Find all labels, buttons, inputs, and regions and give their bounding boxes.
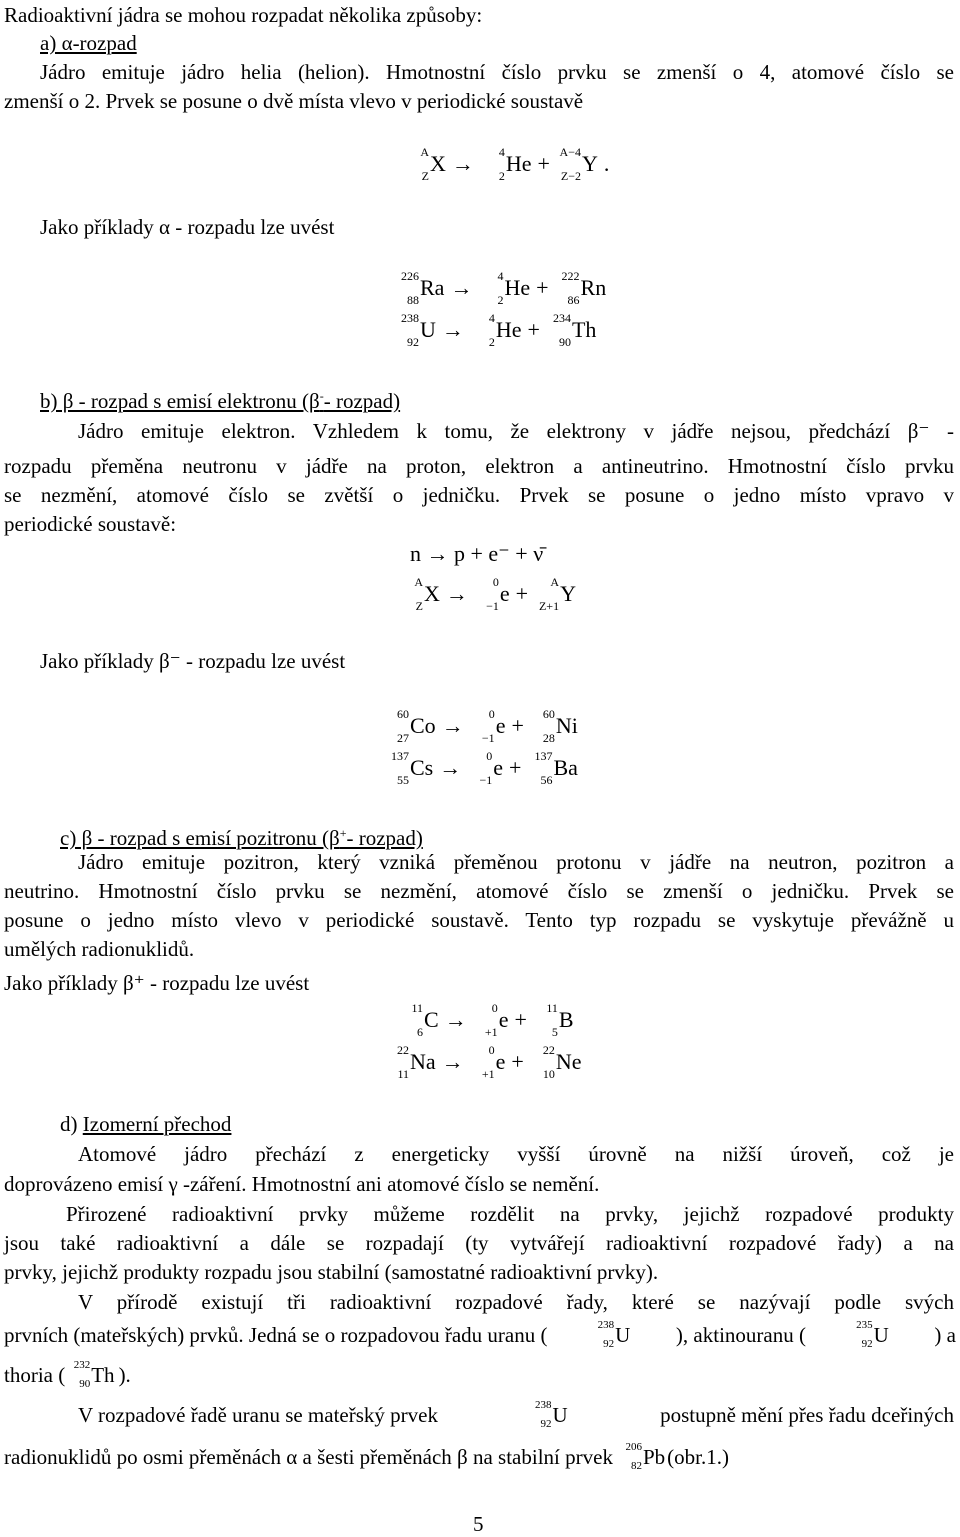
uranium-text: V rozpadové řadě uranu se mateřský prvek — [78, 1403, 438, 1428]
nuclide-u235 — [852, 1320, 889, 1350]
mass-number: 234 — [552, 311, 571, 325]
atomic-number: Z — [415, 599, 423, 613]
uranium-text: radionuklidů po osmi přeměnách α a šesti přeměnách β na stabilní prvek — [4, 1445, 613, 1470]
element-symbol: U — [615, 1323, 631, 1348]
nuclide-u238-b — [530, 1400, 567, 1430]
paragraph-uranium-line — [4, 1442, 729, 1472]
daughter-nuclide — [527, 748, 577, 788]
section-c-title-end: - rozpad) — [346, 826, 423, 850]
section-c-paragraph-line: umělých radionuklidů. — [4, 937, 195, 961]
plus-sign: + — [537, 151, 550, 176]
section-d-paragraph-line: Atomové jádro přechází z energeticky vyšší úrovně na nižší úroveň, což je — [78, 1142, 954, 1166]
mass-number: 0 — [486, 749, 493, 763]
mass-number: A — [550, 575, 560, 589]
mass-number: 222 — [561, 269, 580, 283]
atomic-number: 88 — [407, 293, 419, 307]
element-symbol: Rn — [580, 275, 607, 300]
atomic-number: Z — [421, 169, 429, 183]
element-symbol: Co — [410, 713, 436, 738]
period: . — [603, 151, 610, 176]
mass-number: 0 — [488, 707, 495, 721]
element-symbol: U — [873, 1323, 889, 1348]
parent-nuclide — [384, 748, 433, 788]
atomic-number: Z+1 — [538, 599, 560, 613]
equation-cesium — [384, 748, 578, 792]
daughter-nuclide — [530, 706, 578, 746]
section-c-paragraph-line: posune o jedno místo vlevo v periodické soustavě. Tento typ rozpadu se vyskytuje převážně u — [4, 908, 954, 932]
section-d-prefix: d) — [60, 1112, 83, 1136]
paragraph-natural-line: jsou také radioaktivní a dále se rozpadají (ty vytvářejí radioaktivní rozpadové řady) a na — [4, 1231, 954, 1255]
section-b-paragraph-line: Jádro emituje elektron. Vzhledem k tomu, že elektrony v jádře nejsou, předchází β⁻ - — [78, 419, 954, 443]
mass-number: A — [414, 575, 423, 589]
element-symbol: X — [430, 151, 446, 176]
element-symbol: Ne — [555, 1049, 582, 1074]
atomic-number: 82 — [630, 1460, 642, 1473]
mass-number: 232 — [73, 1359, 91, 1372]
equation-radium — [394, 268, 606, 312]
mass-number: 11 — [546, 1001, 558, 1015]
element-symbol: e — [493, 755, 504, 780]
mass-number: 0 — [491, 1001, 498, 1015]
atomic-number: −1 — [479, 773, 493, 787]
emitted-particle — [480, 144, 532, 184]
emitted-particle — [473, 1000, 509, 1040]
atomic-number: 2 — [488, 335, 495, 349]
parent-nuclide — [384, 706, 436, 746]
nuclide-th232 — [69, 1360, 114, 1390]
mass-number: A−4 — [559, 145, 581, 159]
daughter-nuclide — [556, 144, 598, 184]
mass-number: 0 — [492, 575, 499, 589]
plus-sign: + — [527, 317, 540, 342]
paragraph-natural-line: Přirozené radioaktivní prvky můžeme rozdělit na prvky, jejichž rozpadové produkty — [66, 1202, 954, 1226]
parent-nuclide — [394, 268, 444, 308]
atomic-number: −1 — [481, 731, 495, 745]
atomic-number: 92 — [540, 1418, 552, 1431]
series-text: ), aktinouranu ( — [675, 1323, 806, 1348]
mass-number: 137 — [391, 749, 409, 763]
section-c-paragraph-line: Jádro emituje pozitron, který vzniká přeměnou protonu v jádře na neutron, pozitron a — [78, 850, 954, 874]
nuclide-u238 — [593, 1320, 630, 1350]
daughter-nuclide — [534, 574, 576, 614]
atomic-number: +1 — [484, 1025, 498, 1039]
daughter-nuclide — [546, 310, 596, 350]
intro-line: Radioaktivní jádra se mohou rozpadat několika způsoby: — [4, 3, 483, 27]
equation-sodium — [384, 1042, 582, 1086]
mass-number: 206 — [625, 1441, 642, 1454]
series-text: thoria ( — [4, 1363, 66, 1388]
mass-number: 4 — [497, 269, 504, 283]
element-symbol: Ni — [555, 713, 578, 738]
uranium-text: postupně mění přes řadu dceřiných — [660, 1403, 954, 1428]
parent-nuclide — [384, 1042, 436, 1082]
element-symbol: Ba — [553, 755, 578, 780]
element-symbol: Ra — [420, 275, 445, 300]
mass-number: 137 — [534, 749, 553, 763]
mass-number: 22 — [397, 1043, 409, 1057]
arrow-icon: → — [441, 713, 464, 738]
daughter-nuclide — [533, 1000, 574, 1040]
atomic-number: 2 — [497, 293, 504, 307]
atomic-number: 90 — [79, 1378, 91, 1391]
section-c-title: c) β - rozpad s emisí pozitronu (β — [60, 826, 340, 850]
atomic-number: 5 — [551, 1025, 558, 1039]
mass-number: 4 — [488, 311, 495, 325]
mass-number: 235 — [856, 1319, 873, 1332]
atomic-number: 55 — [397, 773, 409, 787]
parent-nuclide — [398, 574, 440, 614]
mass-number: 226 — [401, 269, 419, 283]
element-symbol: X — [424, 581, 440, 606]
section-b-examples-label: Jako příklady β⁻ - rozpadu lze uvést — [40, 649, 346, 673]
plus-sign: + — [536, 275, 549, 300]
section-c-heading — [60, 820, 423, 851]
element-symbol: Pb — [642, 1445, 666, 1470]
arrow-icon: → — [444, 1007, 467, 1032]
mass-number: 0 — [488, 1043, 495, 1057]
atomic-number: 10 — [542, 1067, 555, 1081]
element-symbol: He — [504, 275, 531, 300]
arrow-icon: → — [451, 151, 474, 176]
emitted-particle — [467, 748, 503, 788]
section-c-sup: + — [339, 826, 347, 840]
equation-general-beta — [398, 574, 576, 618]
atomic-number: 56 — [540, 773, 553, 787]
section-a-heading — [40, 30, 137, 56]
element-symbol: Cs — [410, 755, 434, 780]
element-symbol: e — [499, 581, 510, 606]
arrow-icon: → — [445, 581, 468, 606]
series-text: ). — [118, 1363, 131, 1388]
atomic-number: 92 — [603, 1338, 615, 1351]
element-symbol: Y — [581, 151, 598, 176]
plus-sign: + — [514, 1007, 527, 1032]
paragraph-series-line — [4, 1360, 131, 1390]
element-symbol: e — [495, 713, 506, 738]
element-symbol: Th — [91, 1363, 115, 1388]
section-d-paragraph-line: doprovázeno emisí γ -záření. Hmotnostní ani atomové číslo se nemění. — [4, 1172, 600, 1196]
element-symbol: Th — [571, 317, 597, 342]
emitted-particle — [470, 1042, 506, 1082]
section-d-heading — [60, 1111, 231, 1137]
section-c-paragraph-line: neutrino. Hmotnostní číslo prvku se nezmění, atomové číslo se zmenší o jedničku. Prvek se — [4, 879, 954, 903]
nuclide-pb206 — [621, 1442, 665, 1472]
emitted-particle — [470, 310, 522, 350]
paragraph-series-line — [4, 1320, 956, 1350]
arrow-icon: → — [439, 755, 462, 780]
mass-number: A — [420, 145, 429, 159]
uranium-text: (obr.1.) — [667, 1445, 729, 1470]
section-c-examples-label: Jako příklady β⁺ - rozpadu lze uvést — [4, 971, 310, 995]
atomic-number: 28 — [542, 731, 555, 745]
section-b-heading — [40, 383, 400, 414]
atomic-number: 11 — [397, 1067, 409, 1081]
arrow-icon: → — [441, 1049, 464, 1074]
element-symbol: Na — [410, 1049, 436, 1074]
parent-nuclide — [398, 1000, 439, 1040]
arrow-icon: → — [450, 275, 473, 300]
mass-number: 238 — [534, 1399, 552, 1412]
atomic-number: 92 — [861, 1338, 873, 1351]
element-symbol: Y — [560, 581, 576, 606]
parent-nuclide — [394, 310, 436, 350]
element-symbol: U — [420, 317, 436, 342]
emitted-particle — [478, 268, 530, 308]
emitted-particle — [470, 706, 506, 746]
plus-sign: + — [515, 581, 529, 606]
section-b-sup: - — [319, 389, 324, 403]
mass-number: 11 — [411, 1001, 423, 1015]
equation-cobalt — [384, 706, 578, 750]
equation-uranium — [394, 310, 596, 354]
mass-number: 238 — [597, 1319, 615, 1332]
section-a-title: a) α-rozpad — [40, 31, 137, 55]
equation-neutron-decay: n → p + e⁻ + ν̄ — [410, 541, 544, 566]
plus-sign: + — [511, 1049, 524, 1074]
paragraph-series-line: V přírodě existují tři radioaktivní rozpadové řady, které se nazývají podle svých — [78, 1290, 954, 1314]
atomic-number: 27 — [397, 731, 409, 745]
section-d-title: Izomerní přechod — [82, 1112, 232, 1136]
atomic-number: 6 — [417, 1025, 423, 1039]
atomic-number: 86 — [567, 293, 580, 307]
section-a-examples-label: Jako příklady α - rozpadu lze uvést — [40, 215, 335, 239]
atomic-number: 2 — [498, 169, 505, 183]
section-a-paragraph-line: zmenší o 2. Prvek se posune o dvě místa vlevo v periodické soustavě — [4, 89, 584, 113]
mass-number: 22 — [542, 1043, 555, 1057]
element-symbol: e — [495, 1049, 506, 1074]
section-a-paragraph-line: Jádro emituje jádro helia (helion). Hmotnostní číslo prvku se zmenší o 4, atomové číslo se — [40, 60, 954, 84]
series-text: prvních (mateřských) prvků. Jedná se o rozpadovou řadu uranu ( — [4, 1323, 548, 1348]
page-number: 5 — [473, 1512, 484, 1536]
parent-nuclide — [404, 144, 446, 184]
mass-number: 60 — [542, 707, 555, 721]
equation-general-alpha — [404, 144, 615, 188]
atomic-number: 92 — [407, 335, 419, 349]
element-symbol: e — [498, 1007, 509, 1032]
paragraph-natural-line: prvky, jejichž produkty rozpadu jsou stabilní (samostatné radioaktivní prvky). — [4, 1260, 659, 1284]
daughter-nuclide — [555, 268, 607, 308]
section-b-paragraph-line: rozpadu přeměna neutronu v jádře na proton, elektron a antineutrino. Hmotnostní číslo prvku — [4, 454, 954, 478]
element-symbol: He — [505, 151, 532, 176]
mass-number: 238 — [401, 311, 419, 325]
plus-sign: + — [509, 755, 522, 780]
arrow-icon: → — [441, 317, 464, 342]
atomic-number: −1 — [486, 599, 499, 613]
paragraph-uranium-line — [78, 1400, 954, 1430]
atomic-number: 90 — [558, 335, 571, 349]
atomic-number: Z−2 — [560, 169, 581, 183]
section-b-paragraph-line: se nezmění, atomové číslo se zvětší o jedničku. Prvek se posune o jedno místo vpravo v — [4, 483, 954, 507]
series-text: ) a — [934, 1323, 956, 1348]
element-symbol: C — [424, 1007, 439, 1032]
emitted-particle — [474, 574, 510, 614]
element-symbol: He — [495, 317, 522, 342]
section-b-title: b) β - rozpad s emisí elektronu (β — [40, 389, 320, 413]
element-symbol: U — [552, 1403, 568, 1428]
mass-number: 60 — [397, 707, 409, 721]
daughter-nuclide — [530, 1042, 582, 1082]
element-symbol: B — [558, 1007, 574, 1032]
mass-number: 4 — [498, 145, 505, 159]
equation-carbon — [398, 1000, 574, 1044]
section-b-paragraph-line: periodické soustavě: — [4, 512, 177, 536]
section-b-title-end: - rozpad) — [323, 389, 401, 413]
atomic-number: +1 — [481, 1067, 495, 1081]
plus-sign: + — [511, 713, 524, 738]
